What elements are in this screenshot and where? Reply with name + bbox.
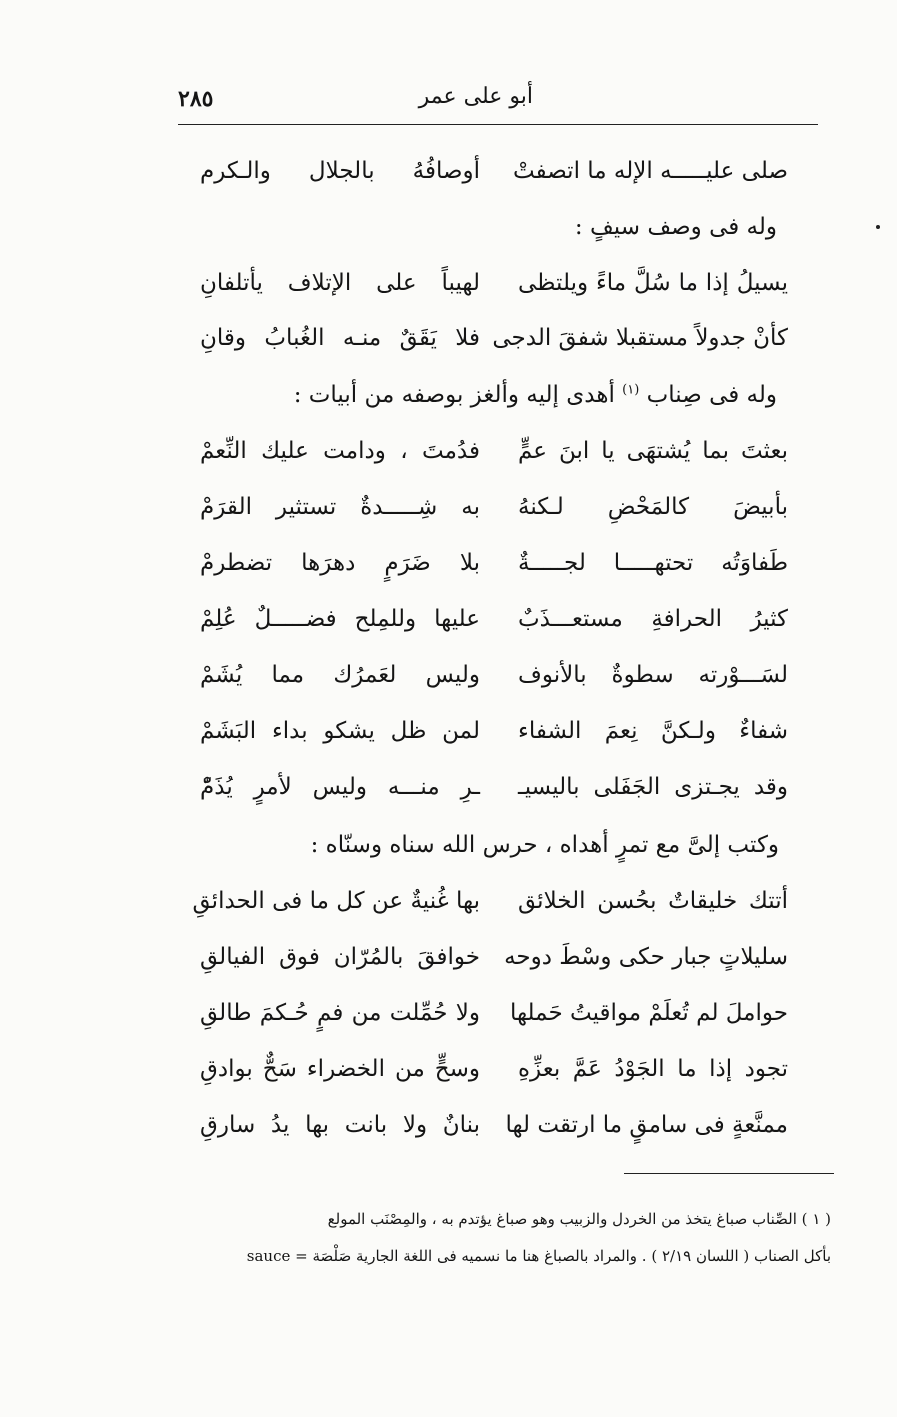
footnote-line: بأكل الصناب ( اللسان ٢/١٩ ) . والمراد بالصباغ هنا ما نسميه فى اللغة الجارية صَلْصَة = sauce xyxy=(246,1247,831,1265)
verse-second-hemistich: فلا يَقَقٌ منـه الغُبابُ وقانِ xyxy=(200,325,480,351)
verse-second-hemistich: وسحٍّ من الخضراء سَحٌّ بوادقِ xyxy=(200,1056,480,1082)
verse-second-hemistich: أوصافُهُ بالجلال والـكرم xyxy=(200,158,480,184)
verse-line xyxy=(200,550,788,594)
verse-first-hemistich: يسيلُ إذا ما سُلَّ ماءً ويلتظى xyxy=(518,270,788,296)
verse-first-hemistich: ممنَّعةٍ فى سامقٍ ما ارتقت لها xyxy=(505,1112,788,1138)
verse-line xyxy=(200,1056,788,1100)
section-intro xyxy=(294,382,777,408)
verse-first-hemistich: سليلاتٍ جبار حكى وسْطَ دوحه xyxy=(504,944,788,970)
verse-first-hemistich: طَفاوَتُه تحتهـــــا لجـــــةٌ xyxy=(518,550,788,576)
verse-first-hemistich: لسَـــوْرته سطوةٌ بالأنوف xyxy=(518,662,788,688)
verse-first-hemistich: بعثتَ بما يُشتهَى يا ابنَ عمٍّ xyxy=(518,438,788,464)
verse-first-hemistich: أتتك خليقاتٌ بحُسن الخلائق xyxy=(518,888,788,914)
margin-mark xyxy=(876,225,880,229)
verse-line xyxy=(200,325,788,369)
verse-line xyxy=(192,888,788,932)
verse-second-hemistich: لهيباً على الإتلاف يأتلفانِ xyxy=(200,270,480,296)
running-title: أبو على عمر xyxy=(418,84,533,109)
header-rule xyxy=(178,124,818,125)
verse-first-hemistich: كأنْ جدولاً مستقبلا شفقَ الدجى xyxy=(492,325,788,351)
verse-second-hemistich: فدُمتَ ، ودامت عليك النِّعمْ xyxy=(200,438,480,464)
verse-first-hemistich: وقد يجـتزى الجَفَلى باليسيـ xyxy=(518,774,788,800)
verse-line xyxy=(200,944,788,988)
footnote-rule xyxy=(624,1173,834,1174)
verse-line xyxy=(200,494,788,538)
verse-first-hemistich: تجود إذا ما الجَوْدُ عَمَّ بعزِّهِ xyxy=(518,1056,788,1082)
verse-second-hemistich: وليس لعَمرُك مما يُشَمْ xyxy=(200,662,480,688)
verse-line xyxy=(200,438,788,482)
verse-line xyxy=(200,270,788,314)
intro-text: أهدى إليه وألغز بوصفه من أبيات : xyxy=(293,382,615,408)
footnote-line: ( ١ ) الصِّناب صباغ يتخذ من الخردل والزبيب وهو صباغ يؤتدم به ، والمِصْنَب المولع xyxy=(327,1210,831,1228)
section-intro: وله فى وصف سيفٍ : xyxy=(574,214,777,240)
intro-text: وله فى صِناب xyxy=(646,382,777,408)
verse-line xyxy=(200,158,788,202)
verse-line xyxy=(200,662,788,706)
verse-second-hemistich: به شِـــــدةٌ تستثير القرَمْ xyxy=(200,494,480,520)
verse-second-hemistich: لمن ظل يشكو بداء البَشَمْ xyxy=(200,718,480,744)
page-number: ٢٨٥ xyxy=(178,86,214,112)
verse-second-hemistich: عليها وللمِلح فضـــــلٌ عُلِمْ xyxy=(200,606,480,632)
verse-first-hemistich: بأبيضَ كالمَحْضِ لـكنهُ xyxy=(518,494,788,520)
verse-second-hemistich: ولا حُمِّلت من فمٍ حُـكمَ طالقِ xyxy=(200,1000,480,1026)
verse-second-hemistich: خوافقَ بالمُرّان فوق الفيالقِ xyxy=(200,944,480,970)
footnote-reference: (١) xyxy=(622,382,640,398)
verse-first-hemistich: شفاءٌ ولـكنَّ نِعمَ الشفاء xyxy=(518,718,788,744)
verse-line xyxy=(200,718,788,762)
verse-line xyxy=(200,774,788,818)
section-intro: وكتب إلىَّ مع تمرٍ أهداه ، حرس الله سناه وسنّاه : xyxy=(310,832,779,858)
page-header xyxy=(178,84,818,124)
verse-first-hemistich: حواملَ لم تُعلَمْ مواقيتُ حَملها xyxy=(509,1000,788,1026)
verse-second-hemistich: بها غُنيةٌ عن كل ما فى الحدائقِ xyxy=(192,888,480,914)
verse-second-hemistich: بلا ضَرَمٍ دهرَها تضطرمْ xyxy=(200,550,480,576)
verse-line xyxy=(200,606,788,650)
verse-second-hemistich: بنانٌ ولا بانت بها يدُ سارقِ xyxy=(200,1112,480,1138)
verse-line xyxy=(200,1112,788,1156)
verse-first-hemistich: كثيرُ الحرافةِ مستعـــذَبٌ xyxy=(518,606,788,632)
verse-second-hemistich: ـرِ منـــه وليس لأمرٍ يُذَمّْ xyxy=(200,774,480,800)
verse-first-hemistich: صلى عليـــــه الإله ما اتصفتْ xyxy=(513,158,788,184)
verse-line xyxy=(200,1000,788,1044)
